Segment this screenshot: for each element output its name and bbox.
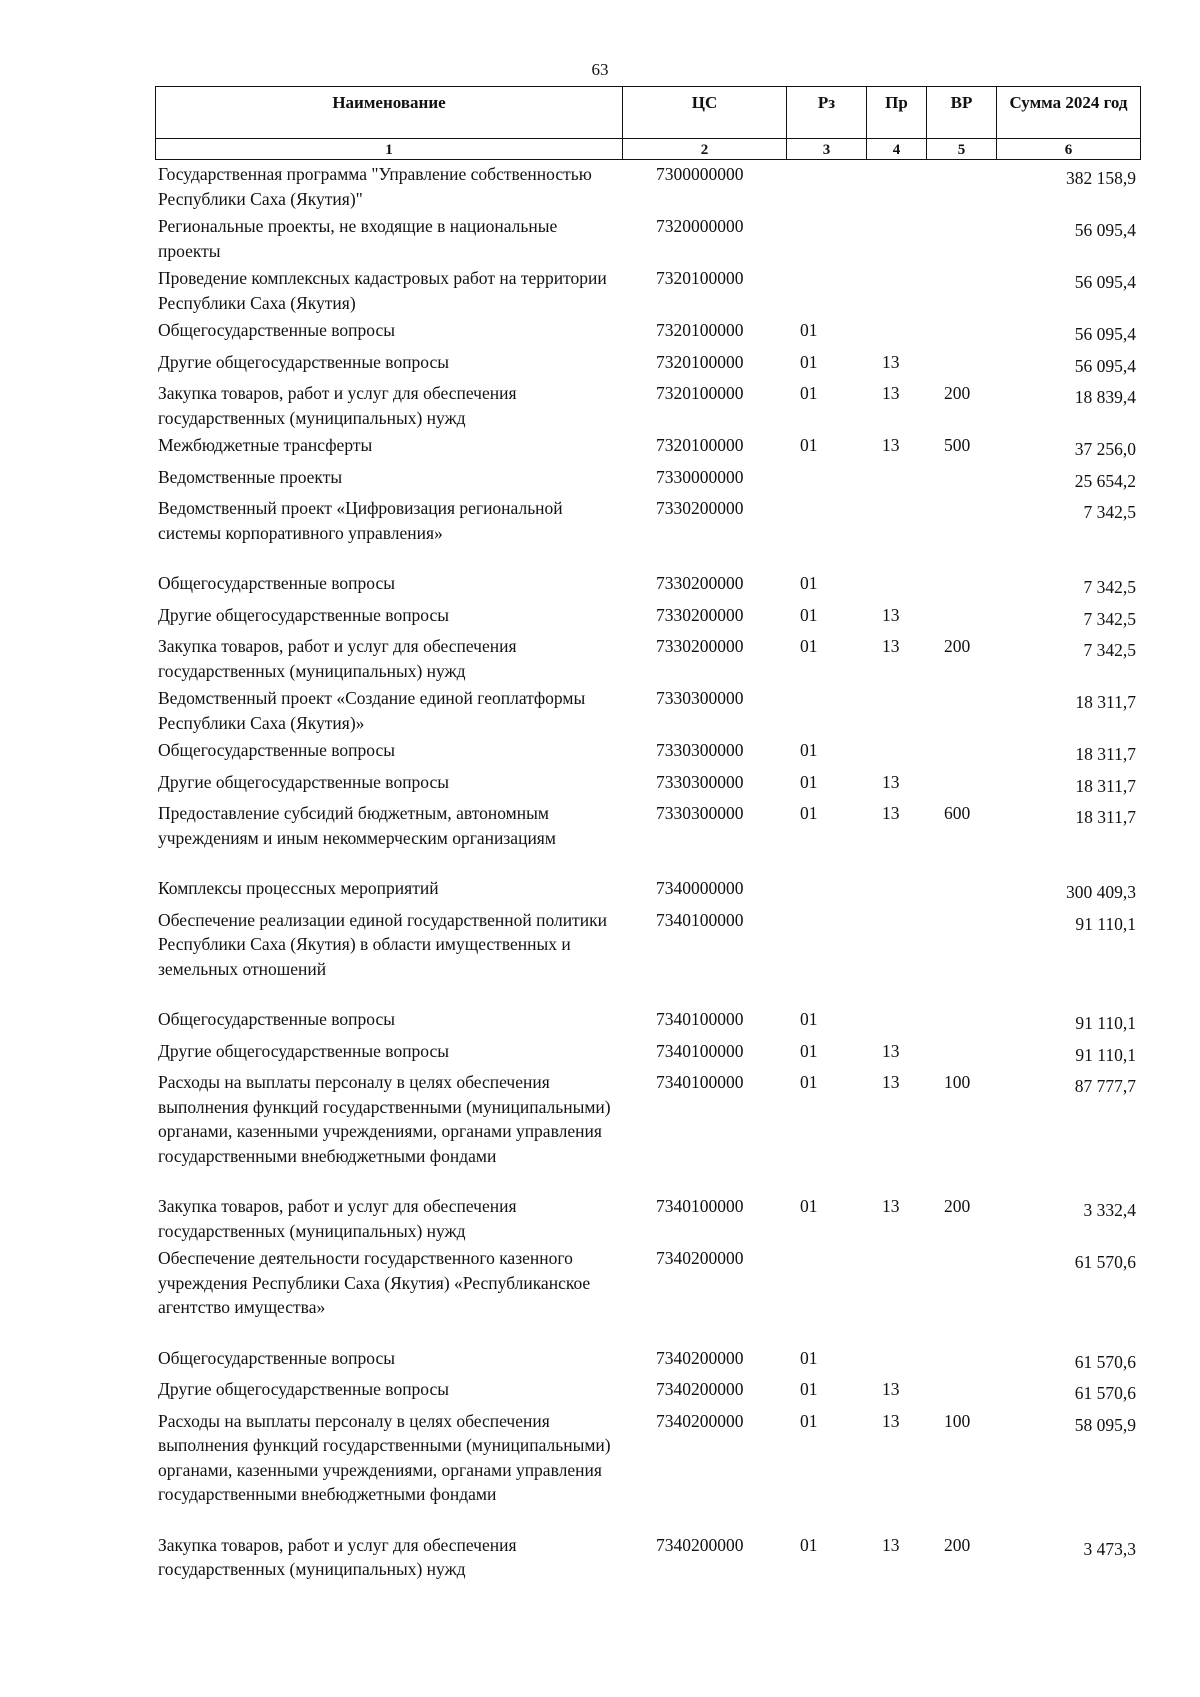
cell-sum: 18 311,7 [1075, 807, 1136, 827]
cell-pr: 13 [882, 803, 900, 823]
cell-vr [926, 1244, 996, 1344]
cell-vr [926, 463, 996, 495]
cell-pr: 13 [882, 1196, 900, 1216]
cell-cs: 7340100000 [656, 1072, 744, 1092]
cell-cs: 7340200000 [656, 1379, 744, 1399]
table-row [155, 431, 1140, 463]
table-row [155, 1037, 1140, 1069]
cell-vr: 200 [944, 1196, 971, 1216]
cell-name: Ведомственные проекты [158, 466, 343, 487]
cell-vr: 200 [944, 636, 971, 656]
cell-vr [926, 874, 996, 906]
cell-vr [926, 212, 996, 264]
cell-rz: 01 [800, 604, 818, 625]
cell-vr [926, 264, 996, 316]
cell-sum: 7 342,5 [1083, 640, 1136, 660]
cell-rz: 01 [800, 1040, 818, 1061]
cell-name: Региональные проекты, не входящие в национальные проекты [158, 216, 558, 261]
cell-cs: 7320100000 [656, 435, 744, 455]
table-row [155, 212, 1140, 264]
cell-vr [926, 494, 996, 569]
cell-cs: 7340200000 [656, 1534, 744, 1555]
cell-vr [926, 348, 996, 380]
cell-name: Другие общегосударственные вопросы [158, 1379, 450, 1399]
cell-pr: 13 [882, 383, 900, 403]
cell-cs: 7320000000 [656, 216, 744, 236]
cell-pr: 13 [882, 351, 900, 372]
cell-sum: 91 110,1 [1075, 913, 1136, 934]
cell-sum: 18 311,7 [1075, 775, 1136, 796]
cell-vr: 200 [944, 1534, 971, 1555]
cell-pr: 13 [882, 604, 900, 625]
cell-cs: 7340200000 [656, 1410, 744, 1431]
table-row [155, 601, 1140, 633]
cell-rz [786, 906, 866, 1006]
cell-rz: 01 [800, 573, 818, 593]
cell-pr: 13 [882, 1410, 900, 1431]
budget-table [155, 160, 1140, 1583]
cell-vr [926, 601, 996, 633]
cell-rz [786, 874, 866, 906]
cell-rz: 01 [800, 1379, 818, 1399]
cell-vr [926, 1344, 996, 1376]
table-row [155, 264, 1140, 316]
cell-vr [926, 569, 996, 601]
cell-pr [866, 494, 926, 569]
cell-cs: 7330300000 [656, 740, 744, 760]
cell-name: Общегосударственные вопросы [158, 740, 396, 760]
table-row [155, 1192, 1140, 1244]
cell-pr [866, 316, 926, 348]
cell-rz: 01 [800, 636, 818, 656]
cell-rz: 01 [800, 320, 818, 340]
header-pr: Пр [867, 87, 927, 139]
cell-name: Другие общегосударственные вопросы [158, 1040, 450, 1061]
cell-pr [866, 160, 926, 212]
cell-vr [926, 684, 996, 736]
cell-rz [786, 264, 866, 316]
table-row [155, 1068, 1140, 1192]
table-row [155, 1531, 1140, 1583]
cell-cs: 7340000000 [656, 878, 744, 898]
cell-vr: 100 [944, 1072, 971, 1092]
cell-name: Другие общегосударственные вопросы [158, 771, 450, 792]
cell-name: Закупка товаров, работ и услуг для обеспечения государственных (муниципальных) нужд [158, 636, 517, 681]
cell-cs: 7340100000 [656, 1040, 744, 1061]
cell-sum: 3 473,3 [1083, 1538, 1136, 1559]
cell-pr [866, 264, 926, 316]
cell-sum: 91 110,1 [1075, 1044, 1136, 1065]
cell-cs: 7330200000 [656, 573, 744, 593]
cell-vr [926, 736, 996, 768]
cell-name: Ведомственный проект «Цифровизация региональной системы корпоративного управления» [158, 498, 563, 543]
table-row [155, 348, 1140, 380]
header-num-2: 2 [623, 139, 787, 160]
cell-rz: 01 [800, 1009, 818, 1029]
cell-rz [786, 212, 866, 264]
cell-pr [866, 874, 926, 906]
cell-sum: 7 342,5 [1083, 608, 1136, 629]
cell-vr [926, 906, 996, 1006]
cell-name: Межбюджетные трансферты [158, 435, 373, 455]
cell-cs: 7340200000 [656, 1248, 744, 1268]
table-row [155, 494, 1140, 569]
cell-rz: 01 [800, 351, 818, 372]
cell-rz [786, 1244, 866, 1344]
cell-rz: 01 [800, 1534, 818, 1555]
cell-vr [926, 1005, 996, 1037]
cell-pr [866, 1005, 926, 1037]
cell-pr: 13 [882, 771, 900, 792]
cell-cs: 7340200000 [656, 1347, 744, 1368]
cell-rz [786, 463, 866, 495]
cell-sum: 56 095,4 [1074, 272, 1136, 292]
cell-rz: 01 [800, 740, 818, 760]
cell-rz: 01 [800, 1196, 818, 1216]
cell-name: Расходы на выплаты персоналу в целях обеспечения выполнения функций государственными (муниципальными) органами, казенными учреждениями, органами управления государственными внебюджетными фондами [158, 1072, 611, 1166]
cell-name: Ведомственный проект «Создание единой геоплатформы Республики Саха (Якутия)» [158, 688, 586, 733]
cell-vr: 200 [944, 383, 971, 403]
table-row [155, 379, 1140, 431]
table-row [155, 463, 1140, 495]
cell-sum: 25 654,2 [1074, 470, 1136, 491]
cell-name: Общегосударственные вопросы [158, 573, 396, 593]
cell-rz: 01 [800, 1072, 818, 1092]
cell-pr [866, 212, 926, 264]
cell-name: Другие общегосударственные вопросы [158, 351, 450, 372]
table-row [155, 906, 1140, 1006]
table-header [155, 86, 1141, 160]
cell-sum: 18 311,7 [1075, 744, 1136, 764]
header-num-5: 5 [927, 139, 997, 160]
table-row [155, 1407, 1140, 1531]
table-row [155, 768, 1140, 800]
cell-name: Предоставление субсидий бюджетным, автономным учреждениям и иным некоммерческим организациям [158, 803, 556, 848]
cell-cs: 7340100000 [656, 1196, 744, 1216]
table-row [155, 684, 1140, 736]
header-sum: Сумма 2024 год [997, 87, 1141, 139]
table-row [155, 1344, 1140, 1376]
cell-name: Закупка товаров, работ и услуг для обеспечения государственных (муниципальных) нужд [158, 1534, 517, 1579]
cell-name: Закупка товаров, работ и услуг для обеспечения государственных (муниципальных) нужд [158, 383, 517, 428]
cell-sum: 87 777,7 [1074, 1076, 1136, 1096]
cell-rz: 01 [800, 1347, 818, 1368]
cell-rz: 01 [800, 1410, 818, 1431]
cell-name: Другие общегосударственные вопросы [158, 604, 450, 625]
cell-cs: 7340100000 [656, 909, 744, 930]
cell-vr [926, 768, 996, 800]
cell-cs: 7320100000 [656, 351, 744, 372]
cell-sum: 61 570,6 [1074, 1383, 1136, 1403]
cell-pr: 13 [882, 636, 900, 656]
cell-vr [926, 1375, 996, 1407]
table-row [155, 736, 1140, 768]
cell-name: Проведение комплексных кадастровых работ на территории Республики Саха (Якутия) [158, 268, 607, 313]
cell-name: Обеспечение деятельности государственного казенного учреждения Республики Саха (Якутия) «Республиканское агентство имущества» [158, 1248, 591, 1317]
cell-cs: 7330300000 [656, 803, 744, 823]
cell-sum: 300 409,3 [1066, 882, 1136, 902]
cell-pr: 13 [882, 1072, 900, 1092]
cell-cs: 7330000000 [656, 466, 744, 487]
cell-pr: 13 [882, 1379, 900, 1399]
cell-cs: 7320100000 [656, 383, 744, 403]
cell-vr [926, 160, 996, 212]
cell-rz: 01 [800, 771, 818, 792]
header-num-4: 4 [867, 139, 927, 160]
cell-pr [866, 569, 926, 601]
cell-cs: 7320100000 [656, 320, 744, 340]
cell-sum: 58 095,9 [1074, 1414, 1136, 1435]
cell-rz: 01 [800, 383, 818, 403]
cell-vr [926, 316, 996, 348]
cell-sum: 7 342,5 [1083, 577, 1136, 597]
cell-sum: 18 839,4 [1074, 387, 1136, 407]
cell-rz: 01 [800, 803, 818, 823]
cell-name: Расходы на выплаты персоналу в целях обеспечения выполнения функций государственными (муниципальными) органами, казенными учреждениями, органами управления государственными внебюджетными фондами [158, 1410, 611, 1504]
table-row [155, 160, 1140, 212]
cell-rz [786, 494, 866, 569]
cell-rz [786, 684, 866, 736]
cell-cs: 7340100000 [656, 1009, 744, 1029]
cell-cs: 7330300000 [656, 688, 744, 708]
cell-pr [866, 1344, 926, 1376]
cell-name: Общегосударственные вопросы [158, 320, 396, 340]
table-row [155, 569, 1140, 601]
table-row [155, 874, 1140, 906]
cell-vr: 600 [944, 803, 971, 823]
cell-pr [866, 684, 926, 736]
cell-vr: 500 [944, 435, 971, 455]
cell-sum: 3 332,4 [1083, 1200, 1136, 1220]
header-num-3: 3 [787, 139, 867, 160]
cell-cs: 7330200000 [656, 498, 744, 518]
table-row [155, 316, 1140, 348]
table-row [155, 1244, 1140, 1344]
header-num-6: 6 [997, 139, 1141, 160]
cell-sum: 56 095,4 [1074, 355, 1136, 376]
cell-pr [866, 906, 926, 1006]
page-number: 63 [591, 60, 609, 79]
cell-sum: 7 342,5 [1083, 502, 1136, 522]
cell-rz: 01 [800, 435, 818, 455]
cell-name: Общегосударственные вопросы [158, 1347, 396, 1368]
cell-sum: 56 095,4 [1074, 324, 1136, 344]
header-vr: ВР [927, 87, 997, 139]
cell-pr [866, 463, 926, 495]
table-row [155, 632, 1140, 684]
cell-sum: 37 256,0 [1074, 439, 1136, 459]
cell-pr [866, 736, 926, 768]
cell-name: Закупка товаров, работ и услуг для обеспечения государственных (муниципальных) нужд [158, 1196, 517, 1241]
table-body [155, 160, 1140, 1583]
cell-pr [866, 1244, 926, 1344]
cell-rz [786, 160, 866, 212]
table-row [155, 1375, 1140, 1407]
cell-cs: 7320100000 [656, 268, 744, 288]
cell-sum: 382 158,9 [1066, 168, 1136, 188]
cell-vr: 100 [944, 1410, 971, 1431]
cell-sum: 18 311,7 [1075, 692, 1136, 712]
table-row [155, 1005, 1140, 1037]
header-rz: Рз [787, 87, 867, 139]
header-cs: ЦС [623, 87, 787, 139]
cell-sum: 56 095,4 [1074, 220, 1136, 240]
header-num-1: 1 [156, 139, 623, 160]
cell-sum: 61 570,6 [1074, 1351, 1136, 1372]
cell-name: Общегосударственные вопросы [158, 1009, 396, 1029]
cell-vr [926, 1037, 996, 1069]
cell-name: Государственная программа "Управление собственностью Республики Саха (Якутия)" [158, 164, 592, 209]
cell-pr: 13 [882, 1040, 900, 1061]
cell-name: Обеспечение реализации единой государственной политики Республики Саха (Якутия) в области имущественных и земельных отношений [158, 909, 607, 979]
cell-sum: 61 570,6 [1074, 1252, 1136, 1272]
cell-cs: 7300000000 [656, 164, 744, 184]
cell-name: Комплексы процессных мероприятий [158, 878, 439, 898]
cell-cs: 7330200000 [656, 636, 744, 656]
header-name: Наименование [156, 87, 623, 139]
cell-pr: 13 [882, 1534, 900, 1555]
cell-sum: 91 110,1 [1075, 1013, 1136, 1033]
cell-pr: 13 [882, 435, 900, 455]
cell-cs: 7330200000 [656, 604, 744, 625]
cell-cs: 7330300000 [656, 771, 744, 792]
table-row [155, 799, 1140, 874]
